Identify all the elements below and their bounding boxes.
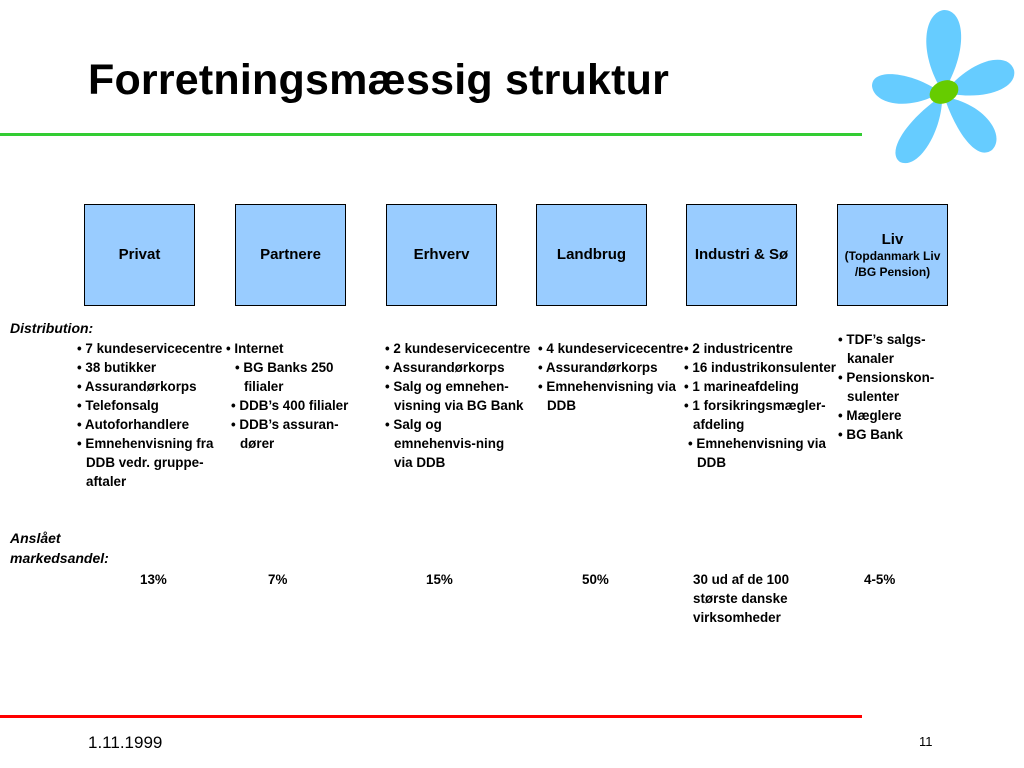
segment-box-industri: [686, 204, 797, 306]
market-share-label: Anslået markedsandel:: [10, 530, 109, 566]
list-item: • Emnehenvisning fra DDB vedr. gruppe-aftaler: [77, 436, 214, 489]
segment-name: Liv: [881, 230, 904, 248]
slide-date: 1.11.1999: [88, 733, 163, 752]
list-item: • TDF’s salgs-kanaler: [838, 332, 926, 366]
segment-box-liv: [837, 204, 948, 306]
market-share-landbrug: 50%: [582, 572, 609, 587]
footer-divider-line: [0, 715, 862, 718]
list-item: • Assurandørkorps: [385, 360, 505, 375]
list-item: • 16 industrikonsulenter: [684, 360, 837, 375]
distribution-list-landbrug: [538, 339, 685, 415]
distribution-label: Distribution:: [10, 320, 94, 336]
list-item: • Emnehenvisning via DDB: [688, 436, 826, 470]
list-item: • 1 forsikringsmægler-afdeling: [684, 398, 826, 432]
list-item: • Assurandørkorps: [77, 379, 197, 394]
market-share-privat: 13%: [140, 572, 167, 587]
segment-box-partnere: [235, 204, 346, 306]
list-item: • Assurandørkorps: [538, 360, 658, 375]
segment-box-erhverv: [386, 204, 497, 306]
segment-subtitle: /BG Pension): [854, 264, 931, 279]
segment-name: Partnere: [260, 246, 321, 264]
distribution-list-partnere: [226, 339, 350, 453]
list-item: • 38 butikker: [77, 360, 157, 375]
list-item: • 2 kundeservicecentre: [385, 341, 531, 356]
list-item: • Salg og emnehenvis-ning via DDB: [385, 417, 505, 470]
list-item: • 2 industricentre: [684, 341, 793, 356]
slide-title: Forretningsmæssig struktur: [88, 56, 670, 104]
segment-name: Privat: [118, 246, 161, 264]
list-item: • 7 kundeservicecentre: [77, 341, 223, 356]
list-item: • Telefonsalg: [77, 398, 159, 413]
title-divider-line: [0, 133, 862, 136]
distribution-list-liv: [838, 330, 945, 444]
distribution-list-privat: [77, 339, 222, 491]
list-item: • 1 marineafdeling: [684, 379, 799, 394]
flower-logo-icon: [868, 6, 1018, 176]
segment-name: Industri & Sø: [694, 246, 789, 264]
list-item: • DDB’s 400 filialer: [231, 398, 349, 413]
page-number: 11: [919, 734, 933, 749]
list-item: • BG Banks 250 filialer: [235, 360, 334, 394]
list-item: • Internet: [226, 341, 284, 356]
list-item: • Pensionskon-sulenter: [838, 370, 935, 404]
list-item: • Salg og emnehen-visning via BG Bank: [385, 379, 524, 413]
market-share-partnere: 7%: [268, 572, 288, 587]
list-item: • BG Bank: [838, 427, 903, 442]
segment-name: Erhverv: [413, 246, 470, 264]
distribution-list-erhverv: [385, 339, 530, 472]
list-item: • 4 kundeservicecentre: [538, 341, 684, 356]
market-share-industri: 30 ud af de 100 største danske virksomheder: [693, 572, 790, 625]
market-share-erhverv: 15%: [426, 572, 453, 587]
segment-subtitle: (Topdanmark Liv: [844, 249, 941, 264]
market-share-liv: 4-5%: [864, 572, 896, 587]
list-item: • Autoforhandlere: [77, 417, 190, 432]
list-item: • Emnehenvisning via DDB: [538, 379, 676, 413]
list-item: • DDB’s assuran-dører: [231, 417, 339, 451]
segment-box-privat: [84, 204, 195, 306]
distribution-list-industri: [684, 339, 836, 472]
segment-box-landbrug: [536, 204, 647, 306]
segment-name: Landbrug: [556, 246, 627, 264]
list-item: • Mæglere: [838, 408, 902, 423]
